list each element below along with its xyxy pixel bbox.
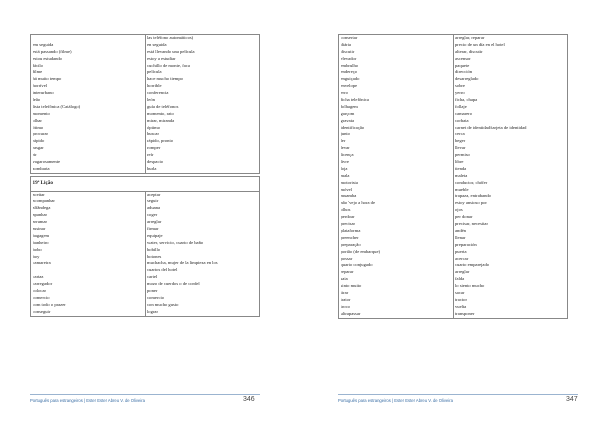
vocab-entry: cuartos del hotel [147,267,178,273]
spanish-column [453,35,568,319]
vocab-entry: envelope [340,83,358,89]
vocab-entry: andén [455,227,466,233]
vocab-entry: hace mucho tiempo [147,76,183,82]
vocab-entry: enguiçado [340,76,360,82]
lesson-title: 19ª Lição [32,180,53,186]
vocab-entry: romper [147,145,161,151]
vocab-entry: momento [32,110,50,116]
vocab-entry: livre [340,159,349,165]
vocab-entry: per donar [455,214,473,220]
vocab-entry: procurar [32,131,49,137]
vocab-entry: portão (de embarque) [340,248,381,254]
vocab-entry: aduana [147,205,161,211]
footer-rule [30,394,260,395]
vocab-entry: sinto muito [340,283,362,289]
vocab-entry: water, servicio, cuarto de baño [147,239,204,245]
vocab-entry: camareira [32,260,51,266]
vocab-entry: diária [340,41,351,47]
vocab-entry: falda [455,276,465,282]
vocab-entry: preencher [340,234,359,240]
vocab-entry: aceitar [32,191,45,197]
vocab-entry: endereço [340,69,358,75]
vocab-entry: acercar [455,255,469,261]
portuguese-column [31,35,146,174]
vocab-entry: rir [32,152,37,158]
vocab-entry: reír [147,152,154,158]
vocab-table-block1 [30,34,260,174]
vocab-entry: apanhar [32,212,48,218]
vocab-entry [33,35,144,42]
vocab-entry: erro [340,90,348,96]
vocab-entry: bagagem [32,232,50,238]
spanish-column [145,35,260,174]
vocab-entry: maleta [455,172,468,178]
vocab-entry: levar [340,145,350,151]
vocab-entry: ficha telefônica [340,97,369,103]
portuguese-column [339,35,454,319]
vocab-table-lesson-19 [30,176,260,317]
vocab-entry: vuelta [455,303,467,309]
vocab-entry: tractor [455,296,467,302]
vocab-entry: sobre [455,83,465,89]
vocab-entry: cuchillo de monte, faca [147,62,190,68]
vocab-entry: estou estudando [32,55,62,61]
vocab-entry: trator [340,296,351,302]
vocab-entry: elevador [340,55,357,61]
vocab-entry: libre [455,159,464,165]
page-number: 346 [243,396,255,403]
vocab-entry: ojos [455,207,463,213]
vocab-entry: sacar [455,289,465,295]
vocab-entry: arreglar [455,269,470,275]
vocab-entry: gravata [340,117,355,123]
vocab-entry: precisar, necesitar [455,221,488,227]
vocab-entry: com todo o prazer [32,301,66,307]
vocab-entry: bobillo [147,246,161,252]
vocab-entry: há muito tempo [32,76,62,82]
vocab-entry: transponer [455,310,475,316]
vocab-entry: camarero [455,110,473,116]
vocab-entry: muchacha, mujer de la limpieza en los [147,260,218,266]
vocab-entry: cuarto emparejado [455,262,490,268]
vocab-entry: troco [340,303,350,309]
vocab-entry: ótimo [32,124,44,130]
vocab-entry: precisar [340,221,356,227]
vocab-entry: lo siento mucho [455,283,485,289]
vocab-entry: reparar [340,269,354,275]
vocab-entry: león [147,97,155,103]
vocab-entry: óptimo [147,124,161,130]
vocab-entry: identificação [340,124,365,130]
vocab-entry: rápido, pronto [147,138,174,144]
vocab-entry: alfândega [32,205,51,211]
vocab-entry: en seguida [147,41,167,47]
lesson-header-cell [31,177,260,192]
spanish-column [145,191,260,316]
vocab-table-right [338,34,568,319]
vocab-entry: seguir [147,198,159,204]
vocab-entry: momento, rato [147,110,174,116]
vocab-entry: película [147,69,162,75]
vocab-entry: guía de teléfonos [147,103,179,109]
vocab-entry: mirar, miranda [147,117,175,123]
vocab-entry: lograr [147,308,158,314]
vocab-entry: las teléfono automáticos) [147,35,194,40]
footer-text: Português para estrangeiros | Ester Ester Abreu V. de Oliveira [30,398,145,403]
vocab-entry: ascensor [455,55,471,61]
vocab-entry: banheiro [32,239,49,245]
vocab-entry: tienda [455,165,467,171]
vocab-entry: motorista [340,179,358,185]
vocab-entry: folhagem [340,103,358,109]
vocab-entry: em seguida [32,41,54,47]
vocab-entry: conseguir [32,308,51,314]
portuguese-column [31,191,146,316]
vocab-entry: follaje [455,103,467,109]
vocab-entry: estoy ansioso por [455,200,487,206]
vocab-entry: assinar [32,225,46,231]
vocab-entry: cerca [455,131,465,137]
vocab-entry: beger [455,138,466,144]
vocab-entry: arreglar, reparar [455,35,485,40]
vocab-entry: corbata [455,117,469,123]
vocab-entry: arrumar [32,219,48,225]
vocab-entry: mueble [455,186,469,192]
vocab-entry: junto [340,131,350,137]
vocab-entry: mozo de cuerdos o de cordel [147,281,200,287]
vocab-entry: buscar [147,131,159,137]
vocab-entry: está passando (filme) [32,48,72,54]
vocab-entry: muamba [340,193,357,199]
vocab-entry: coger [147,212,158,218]
vocab-entry: móvel [340,186,352,192]
vocab-entry: paquete [455,62,470,68]
vocab-entry: mala [340,172,350,178]
vocab-entry: burla [147,165,157,171]
footer-rule [338,394,578,395]
vocab-entry: rápido [32,138,45,144]
vocab-entry: trapaza, entrabando [455,193,491,199]
vocab-entry: boy [32,253,40,259]
vocab-entry: preparación [455,241,477,247]
vocab-entry: con mucho gusto [147,301,179,307]
vocab-entry: poner [147,287,158,293]
vocab-entry: comercio [32,294,50,300]
vocab-entry: llevar [455,145,466,151]
vocab-entry: consertar [340,35,358,40]
vocab-entry: cartaz [32,274,44,280]
vocab-entry: vagarosamente [32,159,61,165]
vocab-entry: ultrapassar [340,310,361,316]
vocab-entry: permiso [455,152,470,158]
vocab-entry: alterar, discutir [455,48,483,54]
vocab-entry: desarreglado [455,76,479,82]
vocab-entry: loja [340,165,348,171]
vocab-entry: comercio [147,294,165,300]
vocab-entry: conductor, chófer [455,179,488,185]
vocab-entry: cartel [147,274,158,280]
vocab-entry: interurbano [32,90,54,96]
vocab-entry: yerro [455,90,465,96]
vocab-entry: olhos [340,207,351,213]
vocab-entry: ficha, chapa [455,97,478,103]
vocab-entry [33,267,144,274]
vocab-entry: rasgar [32,145,44,151]
vocab-entry: está llevando una película [147,48,195,54]
vocab-entry: horrible [147,83,162,89]
vocab-entry: leão [32,97,41,103]
vocab-entry: não 'vejo a hora de [340,200,376,206]
vocab-entry: estoy a estudiar [147,55,176,61]
vocab-entry: llenar [455,234,466,240]
vocab-entry: embrulho [340,62,359,68]
vocab-entry: zombaria [32,165,50,171]
vocab-entry: horrível [32,83,48,89]
vocab-entry: plataforma [340,227,361,233]
page-number: 347 [566,396,578,403]
vocab-entry: despacio [147,159,164,165]
vocab-entry: dirección [455,69,473,75]
vocab-entry: ler [340,138,346,144]
vocab-entry: quarto conjugado [340,262,373,268]
vocab-entry: saia [340,276,348,282]
vocab-entry: discutir [340,48,355,54]
vocab-entry: bobo [32,246,42,252]
footer-text: Português para estrangeiros | Ester Ester Abreu V. de Oliveira [338,398,453,403]
vocab-entry: carnet de identidad/tarjeta de identidad [455,124,527,130]
vocab-entry: fácilo [32,62,43,68]
vocab-entry: puerta [455,248,467,254]
vocab-entry: perdoar [340,214,355,220]
vocab-entry: aceptar [147,191,161,197]
vocab-entry: preparação [340,241,361,247]
vocab-entry: conferencia [147,90,169,96]
vocab-entry: colocar [32,287,47,293]
vocab-entry: arreglar [147,219,162,225]
vocab-entry: lista telefônica (Catálogo) [32,103,81,109]
vocab-entry: garçom [340,110,355,116]
vocab-entry: botones [147,253,162,259]
vocab-entry: olhar [32,117,42,123]
vocab-entry: firmar [147,225,159,231]
vocab-entry: possar [340,255,353,261]
vocab-entry: equipaje [147,232,163,238]
vocab-entry: acompanhar [32,198,55,204]
vocab-entry: carregador [32,281,53,287]
vocab-entry: licença [340,152,354,158]
vocab-entry: filme [32,69,43,75]
vocab-entry: tirar [340,289,349,295]
vocab-entry: precio de un día en el hotel [455,41,505,47]
